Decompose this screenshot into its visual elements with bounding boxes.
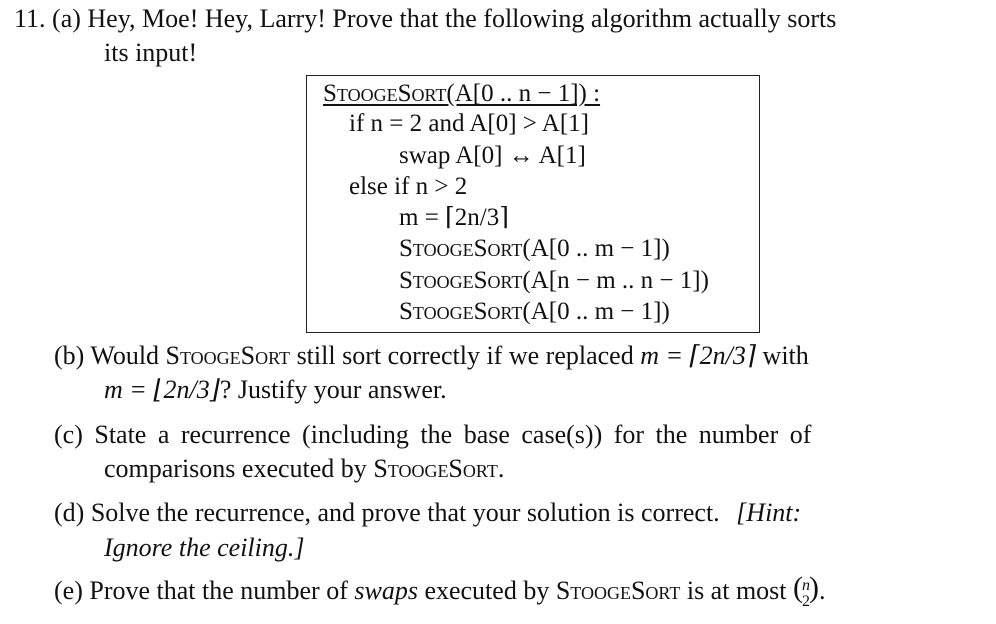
part-e-text2: executed by bbox=[417, 576, 556, 605]
part-b-expr-floor: m = ⌊2n/3⌋ bbox=[104, 375, 220, 404]
algo-call1-name: StoogeSort bbox=[399, 235, 523, 262]
part-b-line2 bbox=[104, 373, 447, 407]
part-b-text4: ? Justify your answer. bbox=[219, 375, 447, 404]
part-b-text2: still sort correctly if we replaced bbox=[290, 341, 641, 370]
algo-call2-name: StoogeSort bbox=[399, 267, 523, 294]
part-b-algo-name: StoogeSort bbox=[165, 341, 291, 370]
binom-top: n bbox=[802, 577, 811, 594]
part-a-label: (a) bbox=[52, 4, 81, 33]
algo-call1-args: (A[0 .. m − 1]) bbox=[522, 235, 670, 262]
algo-line-call2 bbox=[399, 266, 709, 296]
part-e-text3: is at most bbox=[680, 576, 794, 605]
part-b-text3: with bbox=[756, 341, 809, 370]
part-b-expr-ceiling: m = ⌈2n/3⌉ bbox=[640, 341, 757, 370]
problem-number: 11. bbox=[14, 4, 46, 33]
part-c-period: . bbox=[497, 454, 505, 483]
algo-line-if: if n = 2 and A[0] > A[1] bbox=[349, 110, 589, 137]
algo-call3-name: StoogeSort bbox=[399, 298, 523, 325]
part-c-label: (c) bbox=[54, 420, 83, 449]
part-b-text1: Would bbox=[90, 341, 166, 370]
algo-line-call3 bbox=[399, 297, 670, 327]
part-e-swaps: swaps bbox=[354, 576, 418, 605]
part-b-line1 bbox=[54, 339, 809, 373]
algo-line-call1 bbox=[399, 234, 670, 264]
algo-header-name: StoogeSort bbox=[323, 80, 447, 107]
binom-bottom: 2 bbox=[802, 593, 811, 610]
part-d-hint-end: Ignore the ceiling.] bbox=[104, 533, 305, 562]
part-b-label: (b) bbox=[54, 341, 85, 370]
algo-header-args: (A[0 .. n − 1]) : bbox=[446, 80, 601, 107]
part-e-label: (e) bbox=[54, 576, 83, 605]
part-c-line2 bbox=[104, 452, 504, 486]
part-a-text-line1: Hey, Moe! Hey, Larry! Prove that the following algorithm actually sorts bbox=[87, 4, 837, 33]
algo-header bbox=[323, 79, 600, 109]
algo-line-swap: swap A[0] ↔ A[1] bbox=[399, 142, 586, 169]
problem-number-and-part-a bbox=[14, 2, 836, 36]
part-c-algo-name: StoogeSort bbox=[373, 454, 498, 483]
part-d-hint-start: [Hint: bbox=[736, 498, 802, 527]
algo-call3-args: (A[0 .. m − 1]) bbox=[522, 298, 670, 325]
binomial-coefficient: ( n 2 ) bbox=[793, 575, 819, 605]
part-e-algo-name: StoogeSort bbox=[555, 576, 681, 605]
part-d-line1 bbox=[54, 496, 801, 530]
part-c-text-line2: comparisons executed by bbox=[104, 454, 374, 483]
part-a-text-line2: its input! bbox=[104, 38, 198, 67]
algo-line-m: m = ⌈2n/3⌉ bbox=[399, 204, 509, 231]
algorithm-box bbox=[306, 75, 760, 333]
part-e-line bbox=[54, 571, 826, 610]
part-c-line1 bbox=[54, 418, 811, 452]
algo-call2-args: (A[n − m .. n − 1]) bbox=[522, 267, 709, 294]
part-d-text-line1: Solve the recurrence, and prove that your solution is correct. bbox=[90, 498, 720, 527]
part-e-period: . bbox=[819, 576, 826, 605]
part-d-label: (d) bbox=[54, 498, 85, 527]
algo-line-else-if: else if n > 2 bbox=[349, 173, 468, 200]
part-c-text-line1: State a recurrence (including the base case(s)) for the number of bbox=[94, 420, 812, 449]
part-e-text1: Prove that the number of bbox=[89, 576, 355, 605]
